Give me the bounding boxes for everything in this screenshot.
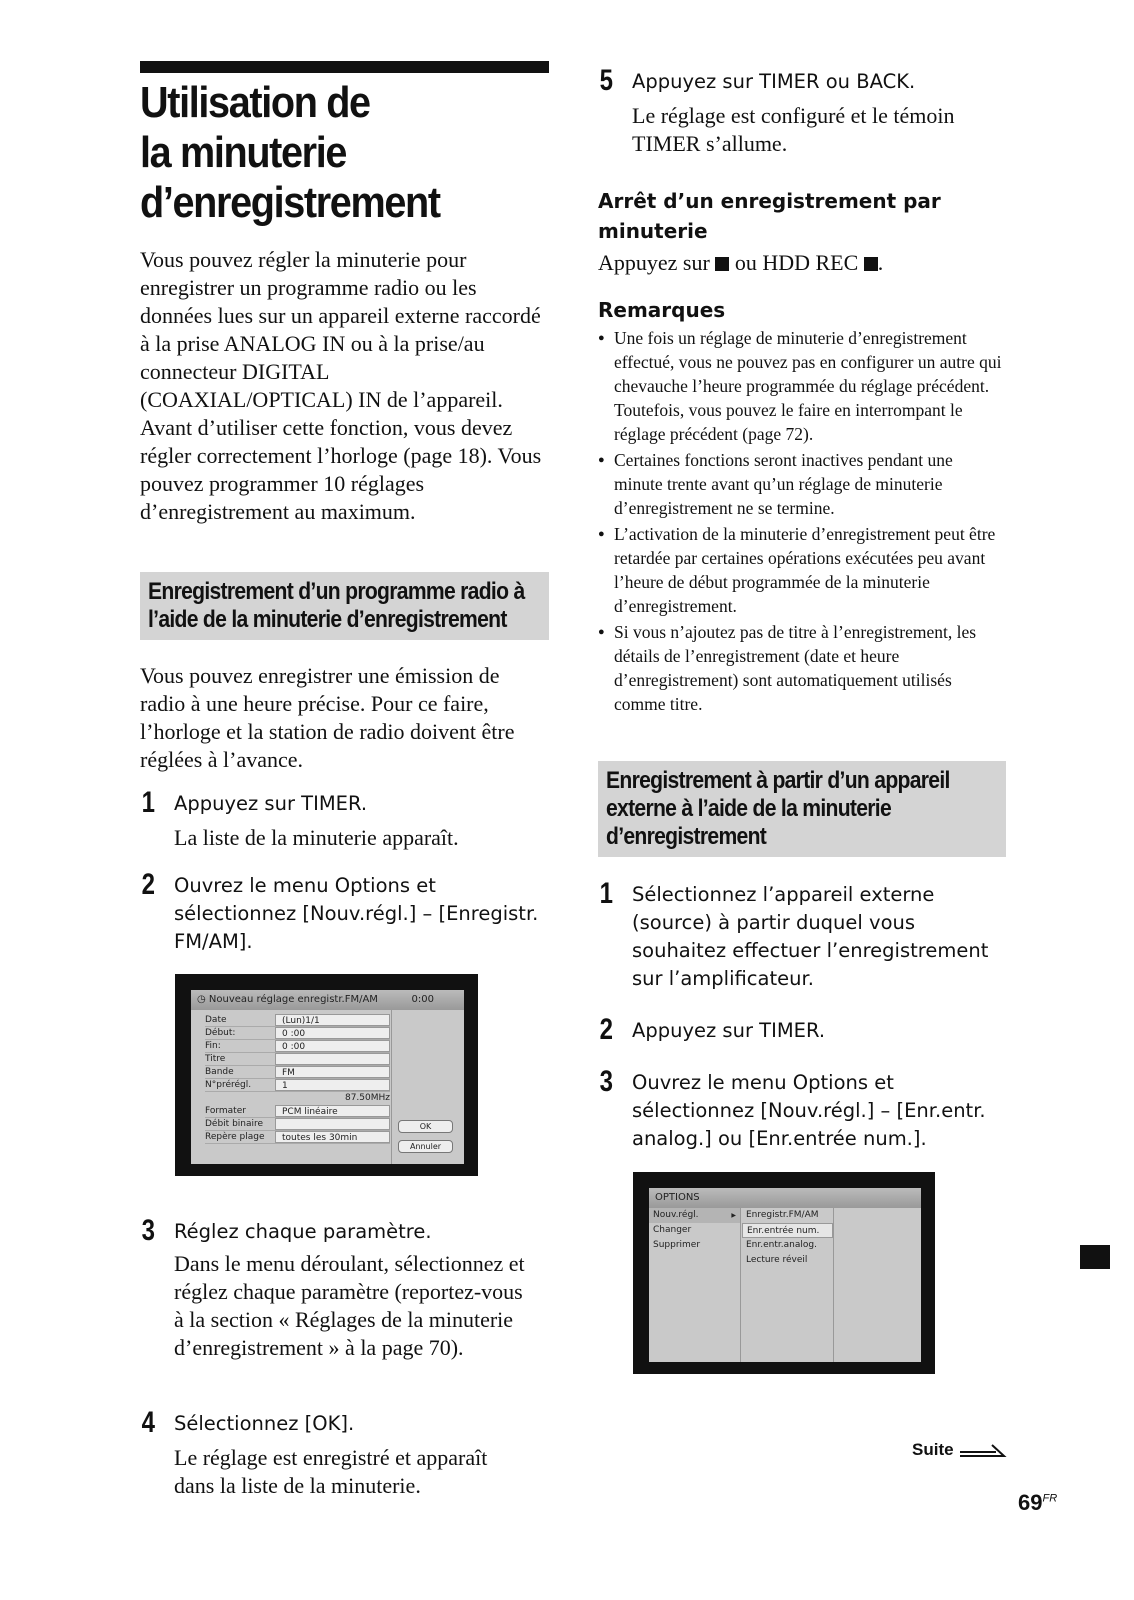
field-value: 1 xyxy=(275,1079,390,1091)
step-action: Sélectionnez [OK]. xyxy=(174,1412,355,1435)
stop-text xyxy=(598,249,998,277)
section1-heading xyxy=(140,572,549,640)
lang-code: FR xyxy=(1042,1492,1058,1505)
field-label: Titre xyxy=(205,1054,226,1064)
step-number: 4 xyxy=(141,1406,156,1439)
stop-heading: Arrêt d’un enregistrement par minuterie xyxy=(598,189,941,243)
section2-step-2 xyxy=(598,1013,998,1046)
step-number: 1 xyxy=(141,786,156,819)
field-value: FM xyxy=(275,1066,390,1078)
intro-text: Vous pouvez régler la minuterie pour enregistrer un programme radio ou les données lues sur un appareil externe raccordé à la prise ANALOG IN ou à la prise/au connecteur DIGITAL (COAXIAL/OPTICAL) IN de l’appareil. Avant d’utiliser cette fonction, vous devez régler correctement l’horloge (page 18). Vous pouvez programmer 10 réglages d’enregistrement au maximum. xyxy=(140,247,542,524)
screen-time: 0:00 xyxy=(411,994,434,1005)
remark-item: ● Si vous n’ajoutez pas de titre à l’enregistrement, les détails de l’enregistrement (date et heure d’enregistrement) sont automatiquement utilisés comme titre. xyxy=(598,620,1003,716)
step-number: 2 xyxy=(599,1013,614,1046)
field-value xyxy=(275,1053,390,1065)
remarks-list xyxy=(598,326,1003,718)
step-number: 3 xyxy=(599,1065,614,1098)
remark-item: ● Une fois un réglage de minuterie d’enregistrement effectué, vous ne pouvez pas en configurer un autre qui chevauche l’heure programmée du réglage précédent. Toutefois, vous pouvez le faire en interrompant le réglage précédent (page 72). xyxy=(598,326,1003,446)
heading-line: externe à l’aide de la minuterie xyxy=(606,795,892,822)
menu-item-changer[interactable]: Changer xyxy=(653,1225,692,1235)
step-action: Appuyez sur TIMER. xyxy=(632,1019,826,1042)
field-label: Repère plage xyxy=(205,1132,265,1142)
step-number: 3 xyxy=(141,1214,156,1247)
stop-text-c: . xyxy=(877,250,884,275)
heading-line: Enregistrement à partir d’un appareil xyxy=(606,767,950,794)
remark-item: ● L’activation de la minuterie d’enregistrement peut être retardée par certaines opérations exécutées peu avant l’heure de début programmée de la minuterie d’enregistrement. xyxy=(598,522,1003,618)
section2-step-3 xyxy=(598,1065,998,1153)
submenu-item[interactable]: Enregistr.FM/AM xyxy=(746,1210,819,1220)
step-2 xyxy=(140,868,550,956)
title-line: la minuterie xyxy=(140,128,347,177)
frequency: 87.50MHz xyxy=(344,1093,390,1103)
heading-line: d’enregistrement xyxy=(606,823,767,850)
submenu-item[interactable]: Enr.entr.analog. xyxy=(746,1240,817,1250)
field-label: Formater xyxy=(205,1106,246,1116)
menu-item-nouv-regl[interactable]: Nouv.régl. ▶ xyxy=(649,1208,740,1223)
field-value: 0 :00 xyxy=(275,1040,390,1052)
page-number xyxy=(1018,1490,1057,1516)
field-value xyxy=(275,1118,390,1130)
menu-item-supprimer[interactable]: Supprimer xyxy=(653,1240,701,1250)
step-number: 1 xyxy=(599,877,614,910)
step-action: Ouvrez le menu Options et sélectionnez [Nouv.régl.] – [Enr.entr. analog.] ou [Enr.entrée num.]. xyxy=(632,1071,986,1150)
step-detail: La liste de la minuterie apparaît. xyxy=(174,825,459,850)
submenu-item-selected[interactable]: Enr.entrée num. xyxy=(742,1223,833,1238)
section1-intro: Vous pouvez enregistrer une émission de radio à une heure précise. Pour ce faire, l’horloge et la station de radio doivent être réglées à l’avance. xyxy=(140,663,515,772)
step-detail: Le réglage est enregistré et apparaît dans la liste de la minuterie. xyxy=(174,1445,488,1498)
title-rule xyxy=(140,61,549,73)
timer-settings-screenshot xyxy=(175,974,478,1176)
field-value: toutes les 30min xyxy=(275,1131,390,1143)
step-detail: Dans le menu déroulant, sélectionnez et réglez chaque paramètre (reportez-vous à la section « Réglages de la minuterie d’enregistrement » à la page 70). xyxy=(174,1251,525,1360)
step-action: Appuyez sur TIMER. xyxy=(174,792,368,815)
step-action: Sélectionnez l’appareil externe (source) à partir duquel vous souhaitez effectuer l’enregistrement sur l’amplificateur. xyxy=(632,883,989,990)
field-label: Date xyxy=(205,1015,227,1025)
field-label: Bande xyxy=(205,1067,234,1077)
menu-label: Nouv.régl. xyxy=(653,1210,699,1220)
section2-heading xyxy=(598,761,1006,857)
heading-line: l’aide de la minuterie d’enregistrement xyxy=(148,606,507,633)
step-action: Appuyez sur TIMER ou BACK. xyxy=(632,70,916,93)
ok-button[interactable]: OK xyxy=(398,1120,453,1133)
stop-square-icon xyxy=(715,257,729,271)
cancel-button[interactable]: Annuler xyxy=(398,1140,453,1153)
field-value: PCM linéaire xyxy=(275,1105,390,1117)
page-title xyxy=(140,78,518,228)
screen-header: ◷ Nouveau réglage enregistr.FM/AM 0:00 xyxy=(191,990,464,1010)
title-line: d’enregistrement xyxy=(140,178,440,227)
remark-item: ● Certaines fonctions seront inactives pendant une minute trente avant qu’un réglage de minuterie d’enregistrement ne se termine. xyxy=(598,448,1003,520)
stop-square-icon xyxy=(864,257,878,271)
suite-label: Suite xyxy=(912,1440,954,1459)
step-5 xyxy=(598,64,1008,158)
stop-text-a: Appuyez sur xyxy=(598,250,710,275)
page-num: 69 xyxy=(1018,1490,1043,1515)
step-action: Ouvrez le menu Options et sélectionnez [Nouv.régl.] – [Enregistr. FM/AM]. xyxy=(174,874,539,953)
title-line: Utilisation de xyxy=(140,78,370,127)
section2-step-1 xyxy=(598,877,998,993)
options-title: OPTIONS xyxy=(649,1188,921,1208)
field-label: Début: xyxy=(205,1028,236,1038)
options-menu-screenshot xyxy=(633,1172,935,1374)
continued-indicator xyxy=(912,1440,1008,1460)
heading-line: Enregistrement d’un programme radio à xyxy=(148,578,525,605)
step-number: 2 xyxy=(141,868,156,901)
remarks-heading: Remarques xyxy=(598,298,726,322)
step-action: Réglez chaque paramètre. xyxy=(174,1220,432,1243)
step-3 xyxy=(140,1214,550,1362)
arrow-right-icon xyxy=(958,1441,1008,1459)
stop-text-b: ou HDD REC xyxy=(734,250,859,275)
step-1 xyxy=(140,786,550,852)
field-value: 0 :00 xyxy=(275,1027,390,1039)
field-label: N°prérégl. xyxy=(205,1080,252,1090)
field-value: (Lun)1/1 xyxy=(275,1014,390,1026)
thumb-tab-marker xyxy=(1080,1245,1110,1269)
field-label: Débit binaire xyxy=(205,1119,264,1129)
screen-title: Nouveau réglage enregistr.FM/AM xyxy=(208,994,378,1005)
step-detail: Le réglage est configuré et le témoin TIMER s’allume. xyxy=(632,103,955,156)
submenu-item[interactable]: Lecture réveil xyxy=(746,1255,808,1265)
step-4 xyxy=(140,1406,550,1500)
field-label: Fin: xyxy=(205,1041,221,1051)
step-number: 5 xyxy=(599,64,614,97)
